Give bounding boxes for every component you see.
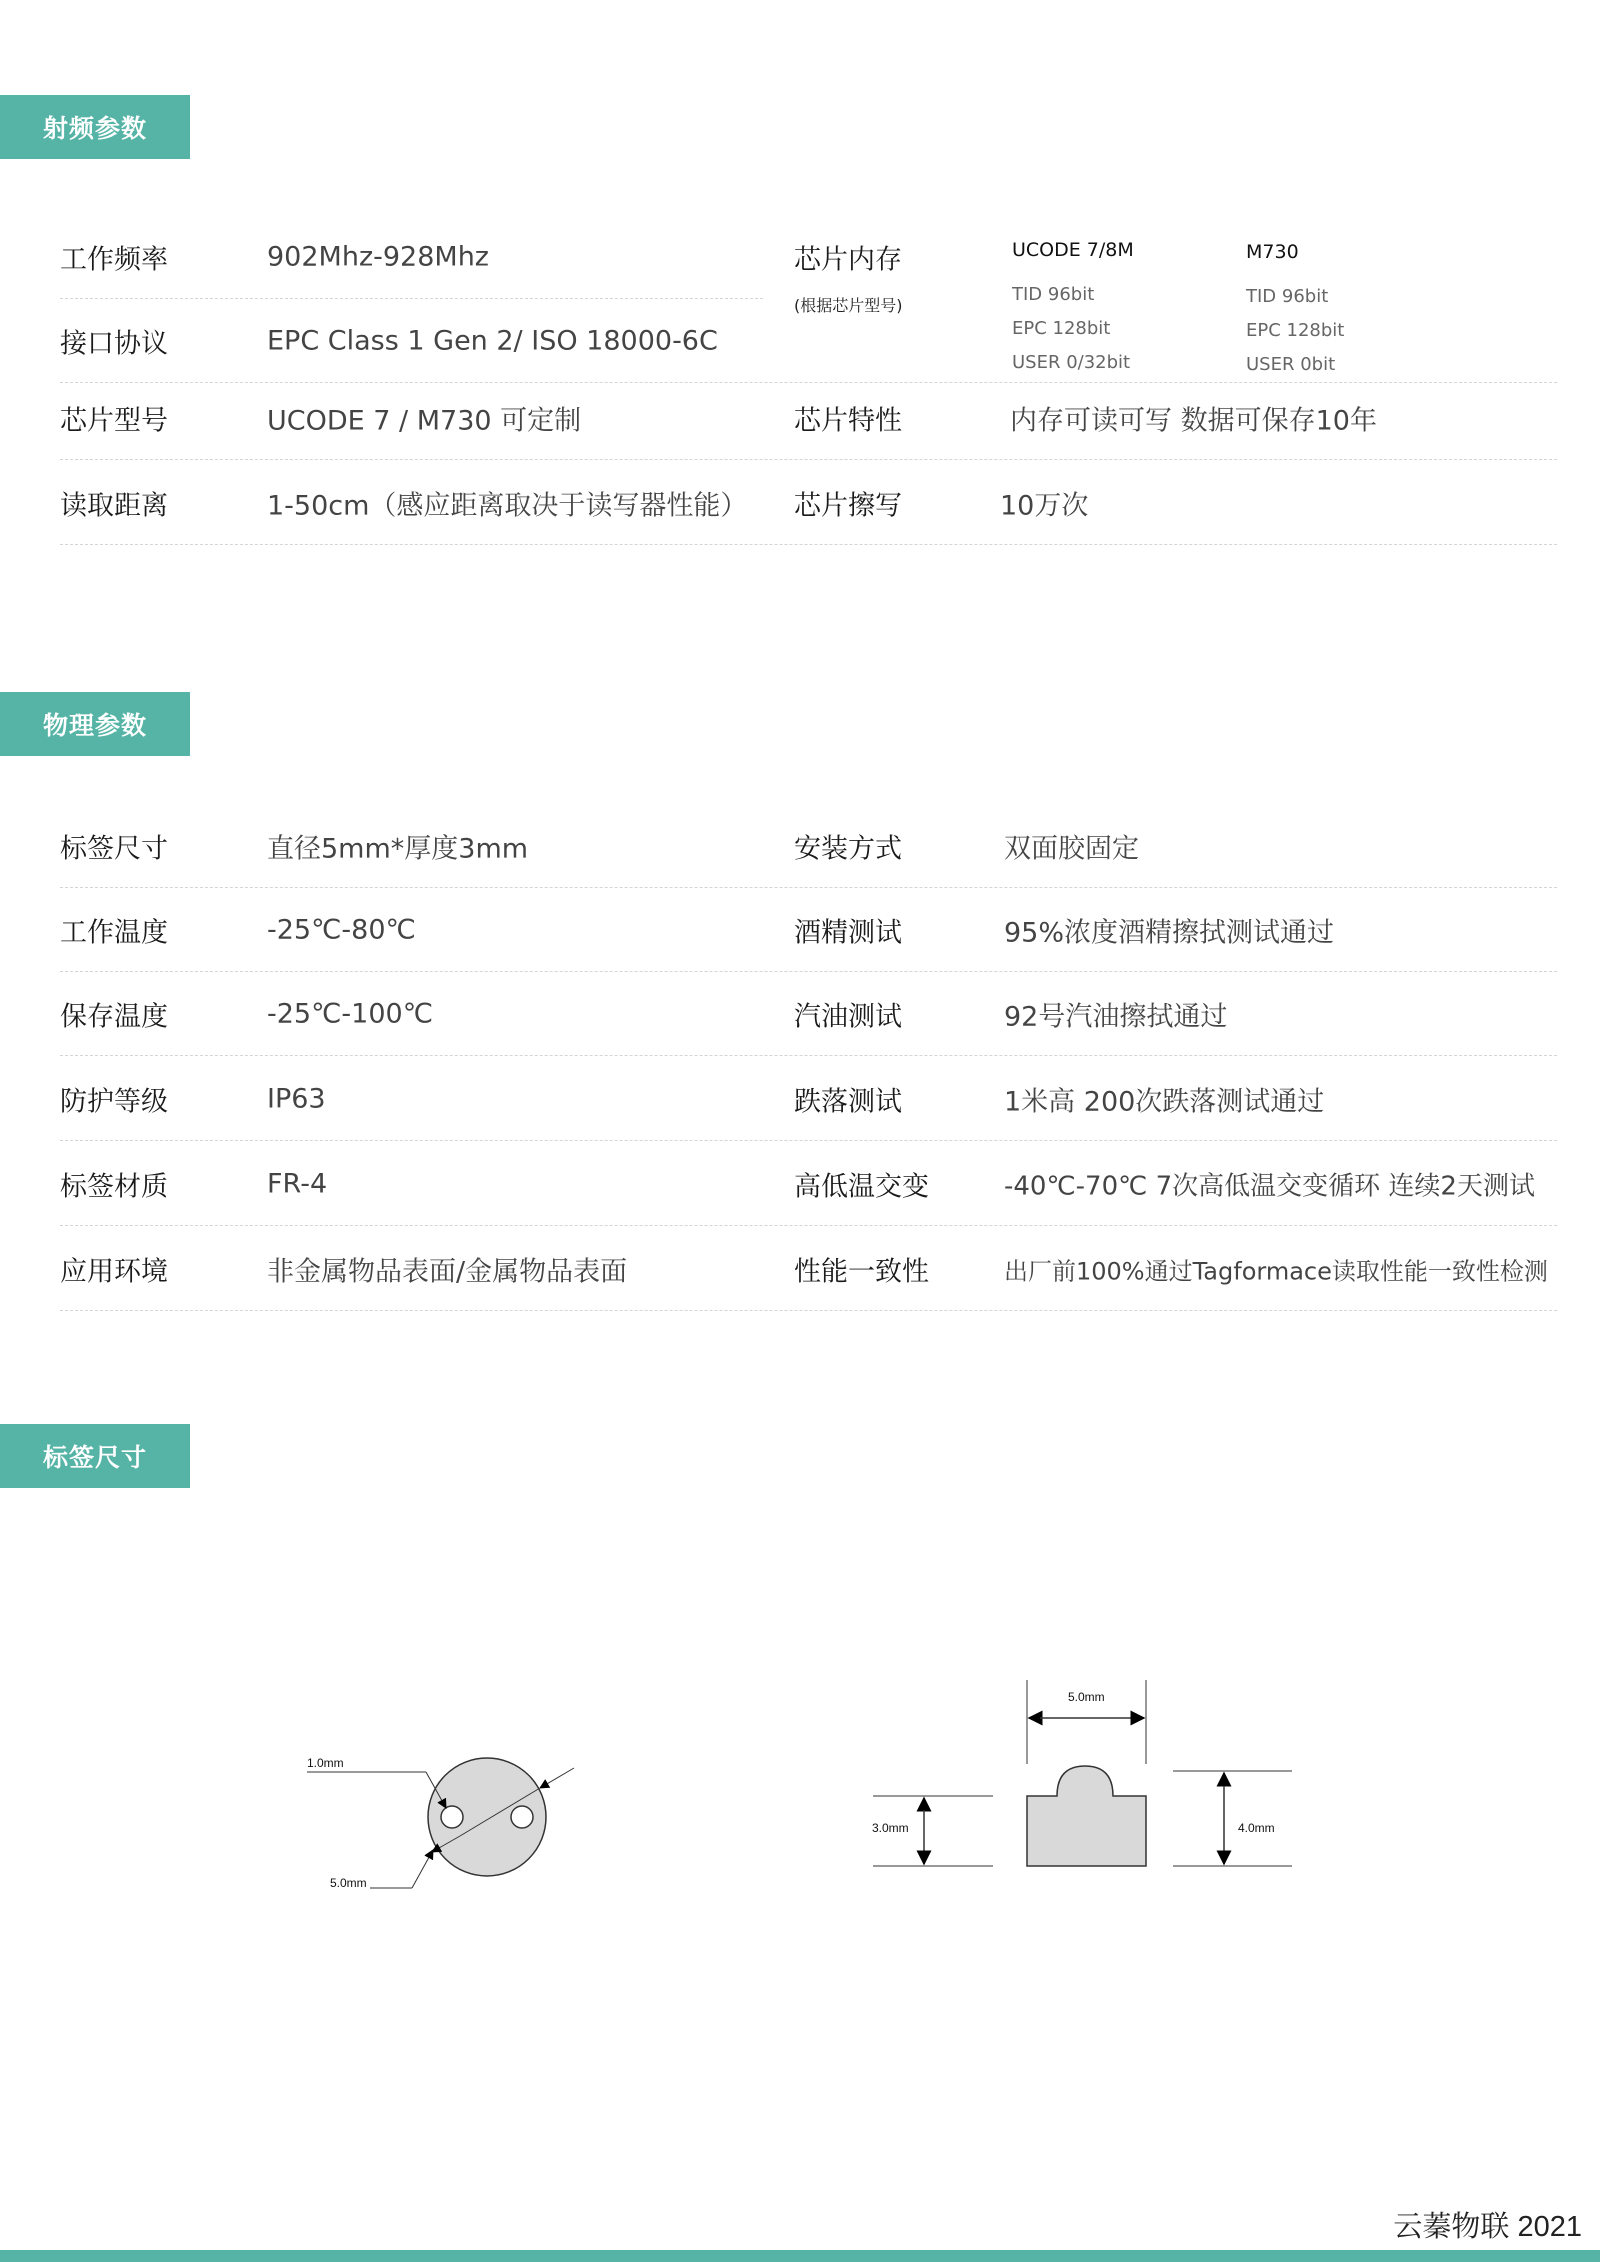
dim-height-label: 4.0mm [1238, 1821, 1275, 1835]
physical-value: FR-4 [267, 1168, 328, 1200]
physical-label: 性能一致性 [794, 1256, 929, 1288]
physical-row [60, 804, 1557, 888]
physical-value: 非金属物品表面/金属物品表面 [267, 1256, 628, 1288]
physical-label: 汽油测试 [794, 1001, 902, 1033]
value-chip-erase: 10万次 [1000, 490, 1089, 522]
memory-col2-tid: TID 96bit [1246, 286, 1329, 307]
physical-value: -25℃-80℃ [267, 914, 416, 946]
section-tag-size: 标签尺寸 [0, 1424, 190, 1488]
physical-row [60, 972, 1557, 1056]
physical-label: 标签材质 [60, 1171, 168, 1203]
memory-col1-user: USER 0/32bit [1012, 352, 1131, 373]
physical-label: 高低温交变 [794, 1171, 929, 1203]
physical-label: 工作温度 [60, 917, 168, 949]
physical-value: 1米高 200次跌落测试通过 [1004, 1086, 1325, 1118]
footer-bar [0, 2250, 1600, 2262]
row-chip-model [60, 376, 1557, 460]
dim-hole-label: 1.0mm [307, 1756, 344, 1770]
physical-value: -40℃-70℃ 7次高低温交变循环 连续2天测试 [1004, 1171, 1535, 1202]
dim-diameter-label: 5.0mm [330, 1876, 367, 1890]
tag-hole-left [441, 1806, 463, 1828]
memory-col1-tid: TID 96bit [1012, 284, 1095, 305]
label-chip-memory: 芯片内存 [794, 244, 902, 276]
label-frequency: 工作频率 [60, 244, 168, 276]
physical-label: 酒精测试 [794, 917, 902, 949]
label-read-distance: 读取距离 [60, 490, 168, 522]
value-chip-feature: 内存可读可写 数据可保存10年 [1010, 405, 1377, 437]
value-protocol: EPC Class 1 Gen 2/ ISO 18000-6C [267, 325, 718, 357]
row-frequency [60, 215, 763, 299]
physical-value: 双面胶固定 [1004, 833, 1139, 865]
section-tag-physical: 物理参数 [0, 692, 190, 756]
label-chip-model: 芯片型号 [60, 405, 168, 437]
physical-label: 标签尺寸 [60, 833, 168, 865]
physical-value: IP63 [267, 1083, 326, 1115]
physical-label: 跌落测试 [794, 1086, 902, 1118]
physical-value: -25℃-100℃ [267, 998, 434, 1030]
footer-brand: 云蓁物联 2021 [1393, 2211, 1582, 2243]
tag-dimension-diagram [0, 1650, 1600, 1920]
label-chip-feature: 芯片特性 [794, 405, 902, 437]
memory-col2-title: M730 [1246, 241, 1299, 263]
physical-row [60, 1227, 1557, 1311]
side-view [872, 1680, 1292, 1866]
physical-row [60, 888, 1557, 972]
physical-value: 95%浓度酒精擦拭测试通过 [1004, 917, 1335, 949]
memory-col2-user: USER 0bit [1246, 354, 1336, 375]
top-view [307, 1756, 574, 1890]
physical-label: 应用环境 [60, 1256, 168, 1288]
row-read-distance [60, 461, 1557, 545]
physical-label: 安装方式 [794, 833, 902, 865]
physical-value: 92号汽油擦拭通过 [1004, 1001, 1228, 1033]
memory-col1-title: UCODE 7/8M [1012, 239, 1134, 261]
value-frequency: 902Mhz-928Mhz [267, 241, 489, 273]
physical-value: 出厂前100%通过Tagformace读取性能一致性检测 [1004, 1257, 1548, 1286]
physical-label: 防护等级 [60, 1086, 168, 1118]
dim-thickness-label: 3.0mm [872, 1821, 909, 1835]
value-chip-model: UCODE 7 / M730 可定制 [267, 405, 582, 437]
tag-side-shape [1027, 1766, 1146, 1866]
chip-memory-note: (根据芯片型号) [794, 296, 903, 315]
label-chip-erase: 芯片擦写 [794, 490, 902, 522]
dim-width-label: 5.0mm [1068, 1690, 1105, 1704]
physical-label: 保存温度 [60, 1001, 168, 1033]
tag-hole-right [511, 1806, 533, 1828]
value-read-distance: 1-50cm（感应距离取决于读写器性能） [267, 490, 748, 522]
physical-row [60, 1057, 1557, 1141]
label-protocol: 接口协议 [60, 328, 168, 360]
memory-col2-epc: EPC 128bit [1246, 320, 1345, 341]
memory-col1-epc: EPC 128bit [1012, 318, 1111, 339]
physical-value: 直径5mm*厚度3mm [267, 833, 529, 865]
section-tag-rf: 射频参数 [0, 95, 190, 159]
physical-row [60, 1142, 1557, 1226]
